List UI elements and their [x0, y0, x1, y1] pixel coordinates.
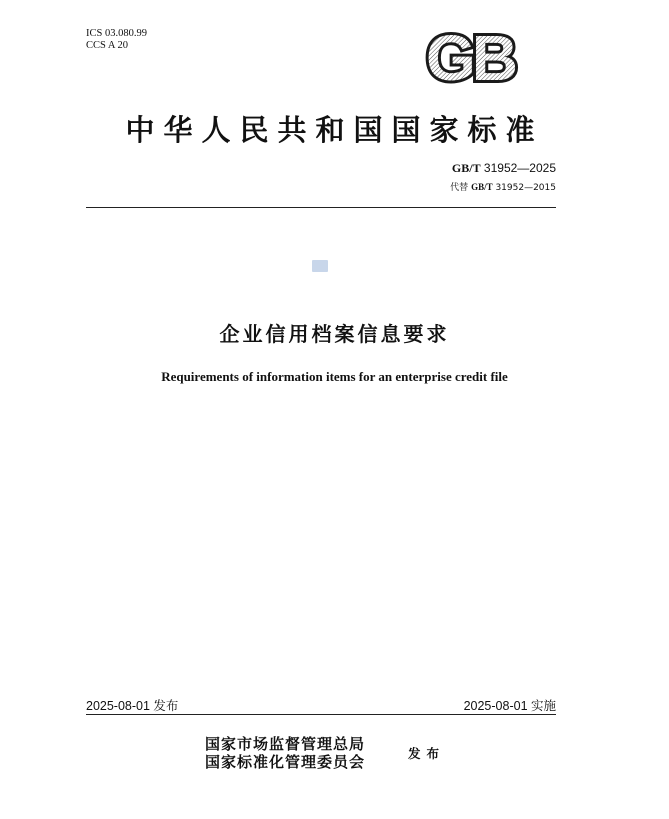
replaces-prefix: GB/T — [471, 182, 493, 192]
national-standard-title: 中华人民共和国国家标准 — [125, 113, 544, 147]
implementation-date: 2025-08-01 实施 — [463, 699, 556, 713]
issuer-sac: 国家标准化管理委员会 — [205, 753, 366, 771]
ccs-code: CCS A 20 — [86, 40, 129, 51]
issuing-authorities — [205, 735, 365, 771]
standard-prefix: GB/T — [451, 161, 481, 175]
standard-number-value: 31952—2025 — [483, 161, 556, 175]
classification-codes — [86, 28, 147, 52]
standard-number — [452, 161, 556, 176]
release-date: 2025-08-01 发布 — [86, 699, 179, 713]
publish-label: 发布 — [408, 746, 446, 761]
watermark-mark — [312, 260, 328, 272]
replaces-standard — [450, 180, 556, 193]
header-divider — [86, 207, 556, 208]
ics-code: ICS 03.080.99 — [86, 28, 147, 39]
replaces-label: 代替 — [450, 183, 469, 193]
document-title-cn: 企业信用档案信息要求 — [219, 322, 450, 346]
footer-divider — [86, 714, 556, 715]
gb-logo — [414, 28, 526, 86]
issuer-samr: 国家市场监督管理总局 — [205, 735, 366, 753]
document-title-en: Requirements of information items for an enterprise credit file — [161, 369, 508, 384]
gb-logo-text: GB — [426, 28, 514, 86]
replaces-number: 31952—2015 — [495, 183, 556, 193]
